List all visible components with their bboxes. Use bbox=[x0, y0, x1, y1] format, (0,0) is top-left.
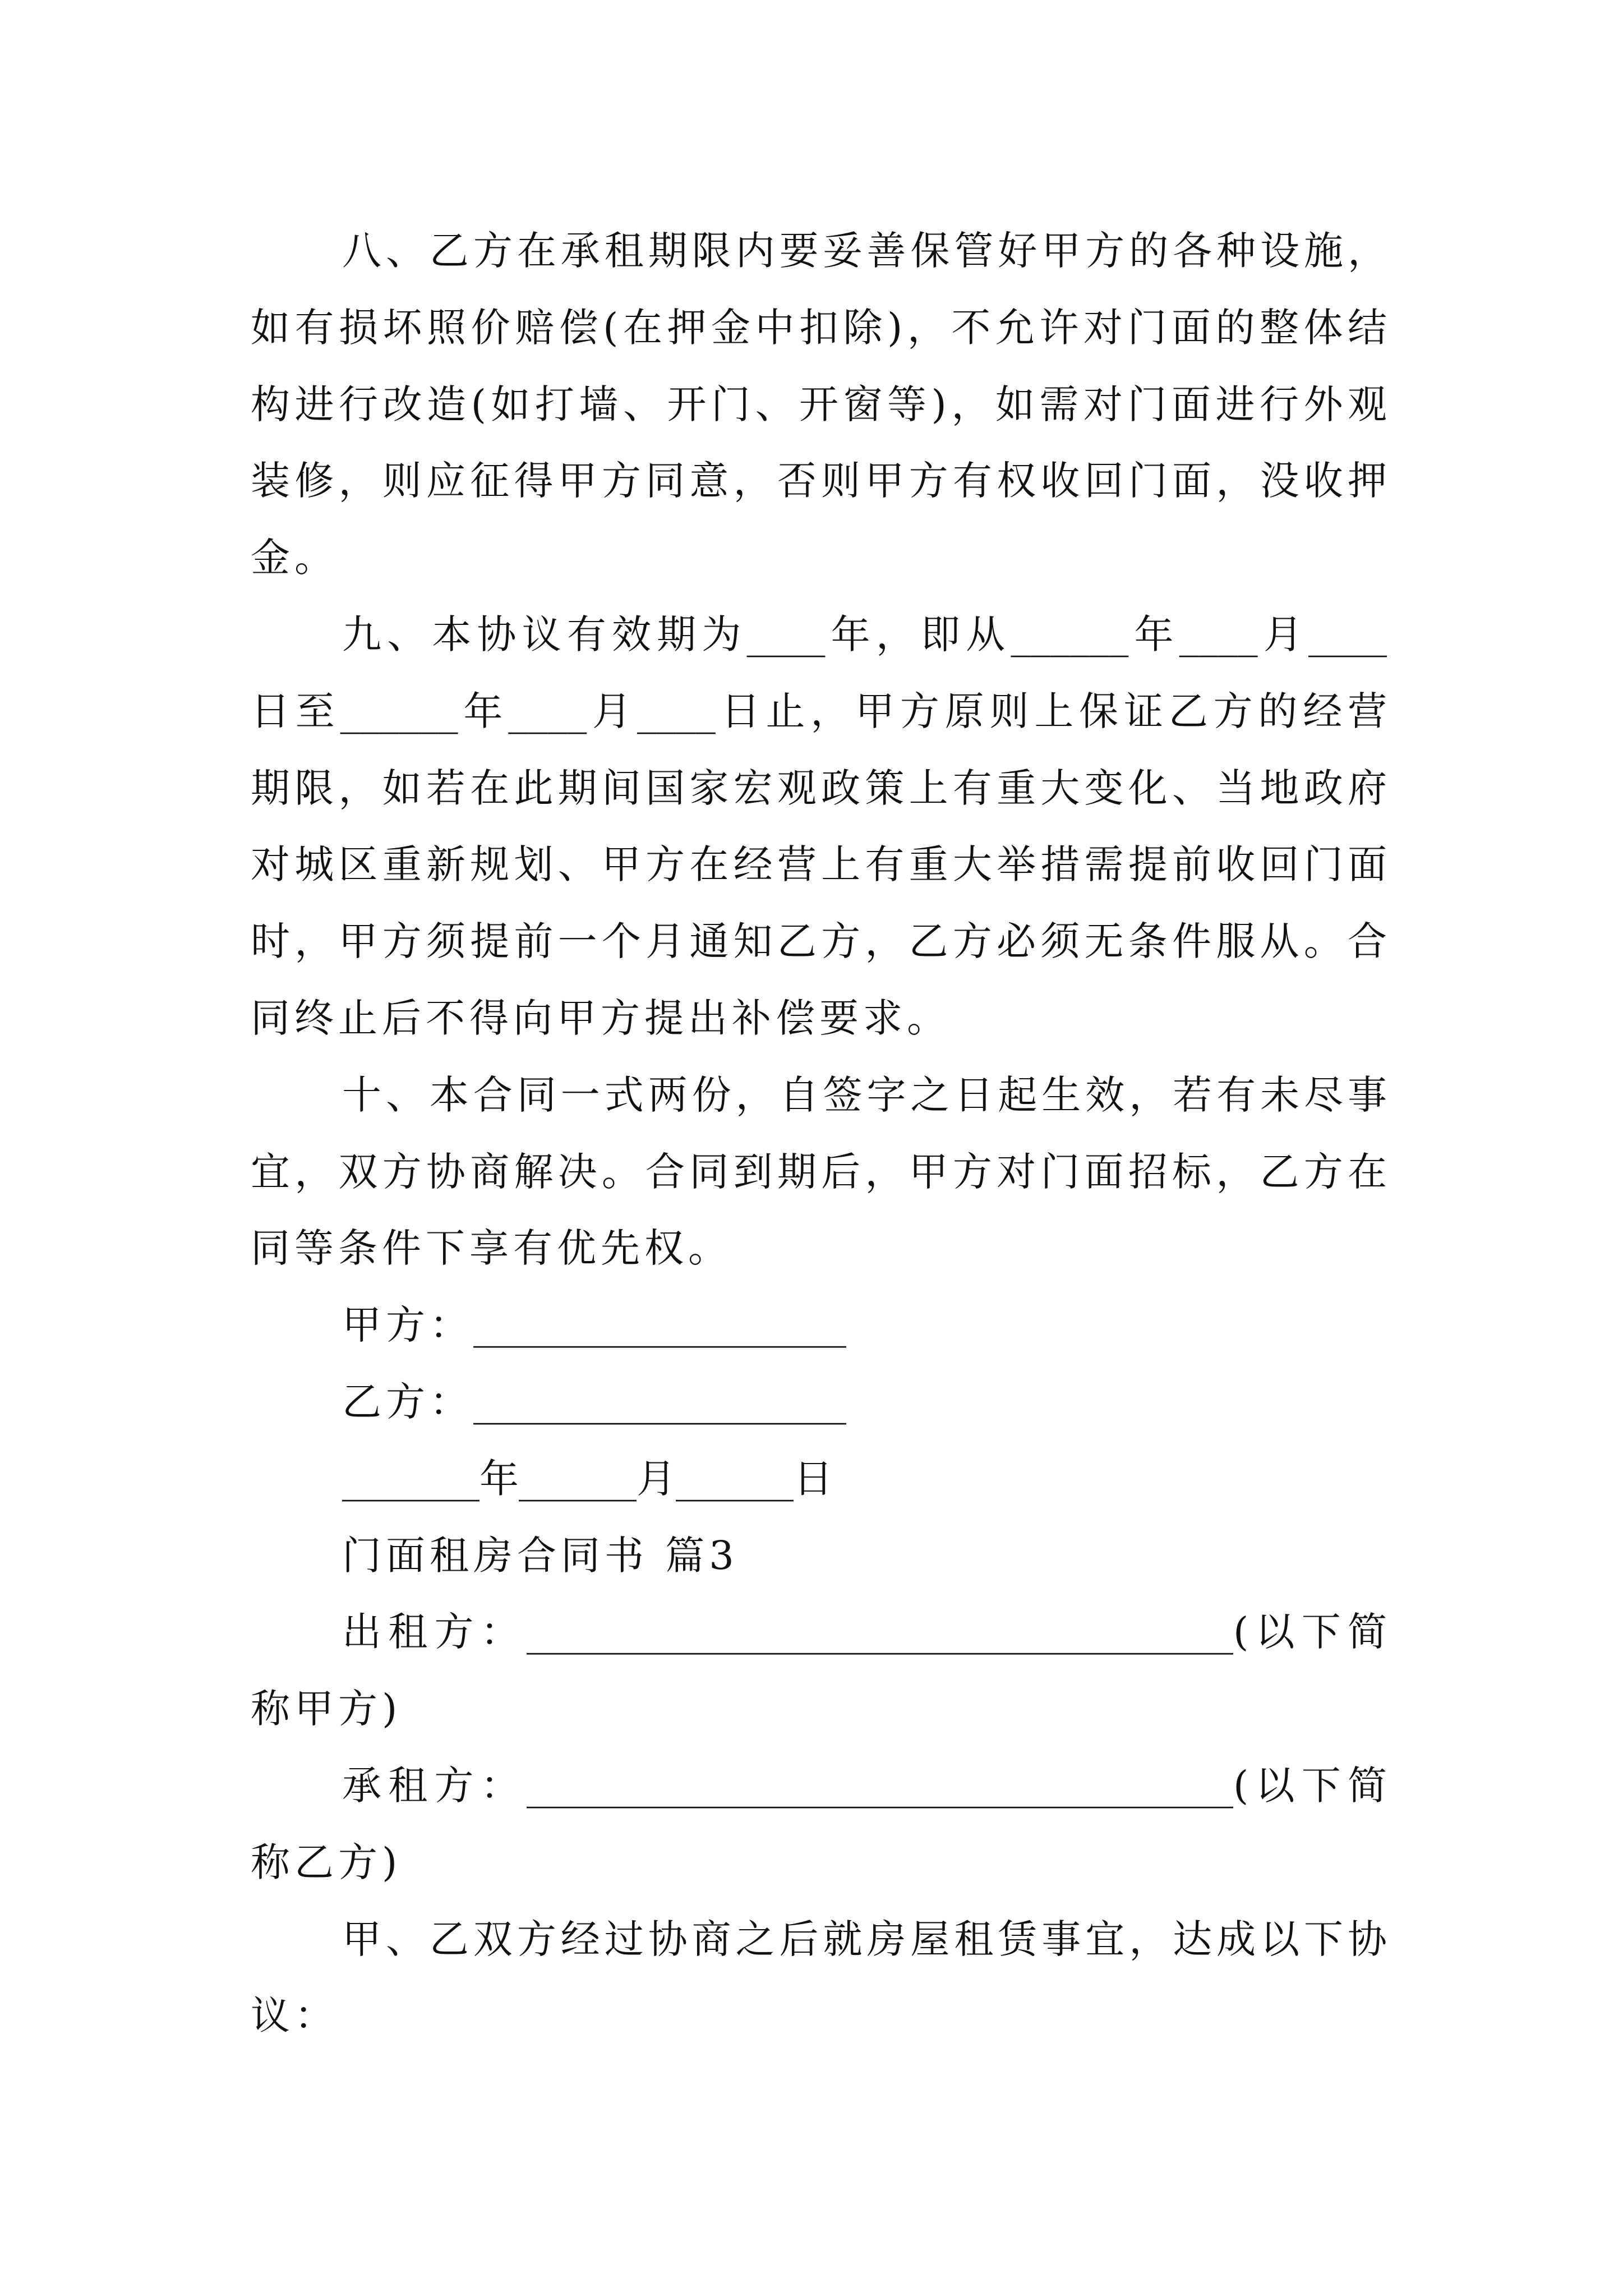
party-a-blank: ___________________ bbox=[473, 1302, 846, 1349]
lessor-line-1: 出租方：____________________________________(以下简 bbox=[342, 1609, 1387, 1655]
party-a-label: 甲方： bbox=[342, 1302, 473, 1349]
preamble-line-1: 甲、乙双方经过协商之后就房屋租赁事宜，达成以下协 bbox=[342, 1916, 1387, 1962]
clause-9-line-5: 时，甲方须提前一个月通知乙方，乙方必须无条件服从。合 bbox=[251, 918, 1387, 965]
preamble-line-2: 议： bbox=[251, 1993, 338, 2039]
party-b-blank: ___________________ bbox=[473, 1378, 846, 1425]
clause-10-line-1: 十、本合同一式两份，自签字之日起生效，若有未尽事 bbox=[342, 1071, 1387, 1118]
party-b-label: 乙方： bbox=[342, 1378, 473, 1425]
clause-8-line-3: 构进行改造(如打墙、开门、开窗等)，如需对门面进行外观 bbox=[251, 381, 1387, 427]
clause-9-line-1: 九、本协议有效期为____年，即从______年____月____ bbox=[342, 611, 1387, 657]
document-body bbox=[251, 213, 1387, 2054]
signature-party-a bbox=[251, 1287, 1387, 1364]
clause-9-line-6: 同终止后不得向甲方提出补偿要求。 bbox=[251, 995, 951, 1041]
clause-9-line-2: 日至______年____月____日止，甲方原则上保证乙方的经营 bbox=[251, 688, 1387, 734]
clause-8-line-4: 装修，则应征得甲方同意，否则甲方有权收回门面，没收押 bbox=[251, 458, 1387, 504]
signature-date: _______年______月______日 bbox=[342, 1455, 833, 1502]
clause-8-line-1: 八、乙方在承租期限内要妥善保管好甲方的各种设施， bbox=[342, 228, 1387, 274]
clause-10-line-3: 同等条件下享有优先权。 bbox=[251, 1225, 732, 1272]
clause-9-line-3: 期限，如若在此期间国家宏观政策上有重大变化、当地政府 bbox=[251, 765, 1387, 811]
lessor-line-2: 称甲方) bbox=[251, 1686, 402, 1732]
lessee-line-2: 称乙方) bbox=[251, 1839, 402, 1885]
signature-party-b bbox=[251, 1364, 1387, 1441]
clause-10-line-2: 宜，双方协商解决。合同到期后，甲方对门面招标，乙方在 bbox=[251, 1148, 1387, 1195]
lessee-line-1: 承租方：____________________________________(以下简 bbox=[342, 1762, 1387, 1809]
clause-8-line-5: 金。 bbox=[251, 535, 338, 581]
clause-9-line-4: 对城区重新规划、甲方在经营上有重大举措需提前收回门面 bbox=[251, 841, 1387, 888]
section-heading: 门面租房合同书 篇3 bbox=[342, 1532, 739, 1579]
clause-8-line-2: 如有损坏照价赔偿(在押金中扣除)，不允许对门面的整体结 bbox=[251, 304, 1387, 351]
